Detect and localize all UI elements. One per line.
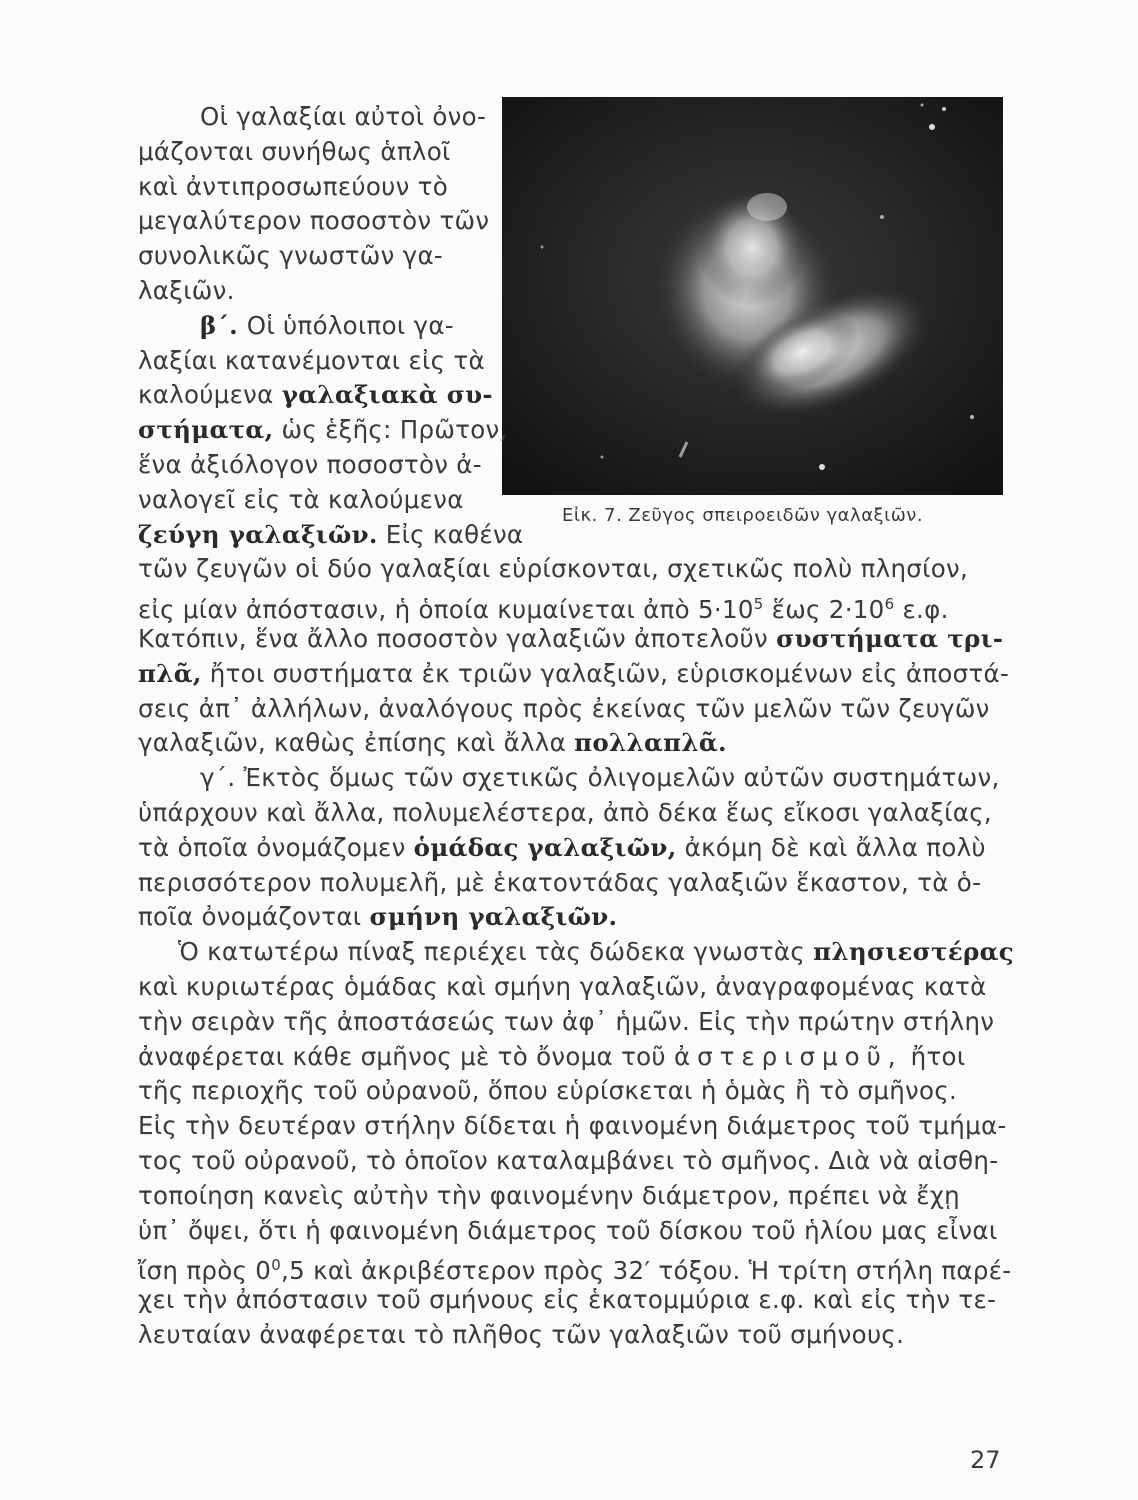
text-run: Εἰς τὴν δευτέραν στήλην δίδεται ἡ φαινομένη διάμετρος τοῦ τμήμα- — [138, 1111, 1007, 1141]
text-run: καλούμενα — [138, 380, 282, 410]
text-line — [138, 1144, 998, 1178]
text-line — [138, 657, 1009, 691]
text-run: 0 — [271, 1256, 282, 1275]
bold-term: στήματα, — [138, 415, 274, 445]
bold-term: σμήνη γαλαξιῶν. — [369, 902, 618, 932]
text-run: ποῖα ὀνομάζονται — [138, 902, 370, 932]
text-run: περισσότερον πολυμελῆ, μὲ ἑκατοντάδας γαλαξιῶν ἕκαστον, τὰ ὁ- — [138, 867, 982, 897]
text-run: Ὁ κατωτέρω πίναξ περιέχει τὰς δώδεκα γνωστὰς — [178, 937, 814, 967]
text-line — [138, 866, 981, 900]
text-run: ἤτοι — [902, 1041, 966, 1071]
text-line — [138, 1214, 997, 1248]
text-line — [138, 1040, 965, 1074]
text-line — [138, 1179, 960, 1213]
bold-term: πολλαπλᾶ. — [574, 728, 727, 758]
text-run: ἕνα ἀξιόλογον ποσοστὸν ἀ- — [138, 450, 482, 479]
text-run: Οἱ ὑπόλοιποι γα- — [246, 310, 454, 340]
text-line — [138, 344, 485, 378]
text-line — [138, 1283, 996, 1317]
text-run: ναλογεῖ εἰς τὰ καλούμενα — [138, 484, 464, 514]
text-line — [138, 970, 987, 1004]
text-run: ἀκόμη δὲ καὶ ἄλλα πολὺ — [676, 832, 986, 862]
text-line — [138, 900, 617, 934]
text-line — [138, 692, 990, 726]
text-run: λαξιῶν. — [138, 276, 235, 305]
text-run: λαξίαι κατανέμονται εἰς τὰ — [138, 345, 485, 375]
text-line — [138, 239, 443, 273]
spaced-term: ἀστερισμοῦ, — [674, 1041, 903, 1071]
text-run: γαλαξιῶν, καθὼς ἐπίσης καὶ ἄλλα — [138, 728, 575, 758]
figure-caption: Εἰκ. 7. Ζεῦγος σπειροειδῶν γαλαξιῶν. — [562, 505, 924, 526]
galaxy-pair-photo — [502, 97, 1003, 495]
text-line — [178, 935, 1014, 969]
text-line — [138, 622, 1003, 656]
text-run: ὑπάρχουν καὶ ἄλλα, πολυμελέστερα, ἀπὸ δέκα ἕως εἴκοσι γαλαξίας, — [138, 798, 992, 827]
text-run: τος τοῦ οὐρανοῦ, τὸ ὁποῖον καταλαμβάνει τὸ σμῆνος. Διὰ νὰ αἰσθη- — [138, 1146, 999, 1175]
bold-term: πλᾶ, — [138, 658, 202, 688]
text-line — [138, 796, 992, 830]
text-run: καὶ κυριωτέρας ὁμάδας καὶ σμήνη γαλαξιῶν, ἀναγραφομένας κατὰ — [138, 972, 987, 1001]
text-line — [138, 204, 489, 238]
text-line — [138, 135, 451, 169]
text-run: τοποίηση κανεὶς αὐτὴν τὴν φαινομένην διάμετρον, πρέπει νὰ ἔχῃ — [138, 1180, 961, 1210]
text-run: ε.φ. — [894, 595, 949, 625]
text-line — [138, 170, 448, 204]
text-run: ὡς ἑξῆς: Πρῶτον, — [273, 415, 508, 445]
text-run: γ΄. Ἐκτὸς ὅμως τῶν σχετικῶς ὀλιγομελῶν αὐτῶν συστημάτων, — [200, 763, 1000, 793]
text-run: χει τὴν ἀπόστασιν τοῦ σμήνους εἰς ἑκατομμύρια ε.φ. καὶ εἰς τὴν τε- — [138, 1285, 997, 1315]
text-run: ἴση πρὸς 0 — [138, 1256, 272, 1286]
text-run: συνολικῶς γνωστῶν γα- — [138, 241, 444, 271]
text-run: ἕως 2·10 — [763, 595, 885, 625]
text-run: ἀναφέρεται κάθε σμῆνος μὲ τὸ ὄνομα τοῦ — [138, 1041, 674, 1071]
text-run: Οἱ γαλαξίαι αὐτοὶ ὀνο- — [200, 102, 487, 131]
text-line — [138, 726, 727, 760]
text-run: Εἰς καθένα — [377, 519, 524, 549]
text-line — [200, 100, 486, 134]
text-line — [138, 448, 482, 482]
text-line — [138, 483, 464, 517]
text-run: ὑπ᾽ ὄψει, ὅτι ἡ φαινομένη διάμετρος τοῦ δίσκου τοῦ ἡλίου μας εἶναι — [138, 1215, 998, 1245]
text-run: τῶν ζευγῶν οἱ δύο γαλαξίαι εὑρίσκονται, σχετικῶς πολὺ πλησίον, — [138, 554, 969, 584]
text-line — [138, 1005, 994, 1039]
text-line — [138, 378, 493, 412]
text-run: 5 — [753, 595, 764, 614]
text-run: 6 — [884, 595, 895, 614]
text-run: καὶ ἀντιπροσωπεύουν τὸ — [138, 171, 449, 201]
bold-term: γαλαξιακὰ συ- — [281, 380, 493, 410]
text-run: τῆς περιοχῆς τοῦ οὐρανοῦ, ὅπου εὑρίσκεται ἡ ὁμὰς ἢ τὸ σμῆνος. — [138, 1076, 958, 1106]
text-run: μεγαλύτερον ποσοστὸν τῶν — [138, 206, 490, 236]
text-run: εἰς μίαν ἀπόστασιν, ἡ ὁποία κυμαίνεται ἀπὸ 5·10 — [138, 595, 754, 625]
bold-term: πλησιεστέρας — [813, 937, 1014, 967]
text-run: ἤτοι συστήματα ἐκ τριῶν γαλαξιῶν, εὑρισκομένων εἰς ἀποστά- — [201, 658, 1010, 688]
text-line — [138, 552, 968, 586]
text-line — [138, 1074, 957, 1108]
text-line — [200, 309, 454, 343]
text-run: σεις ἀπ᾽ ἀλλήλων, ἀναλόγους πρὸς ἐκείνας τῶν μελῶν τῶν ζευγῶν — [138, 693, 990, 723]
bold-term: β΄. — [200, 310, 247, 340]
text-run: μάζονται συνήθως ἁπλοῖ — [138, 136, 451, 166]
text-line — [200, 761, 1000, 795]
bold-term: ὁμάδας γαλαξιῶν, — [413, 832, 677, 862]
text-run: Κατόπιν, ἕνα ἄλλο ποσοστὸν γαλαξιῶν ἀποτελοῦν — [138, 624, 777, 653]
text-line — [138, 274, 235, 308]
text-run: τὴν σειρὰν τῆς ἀποστάσεώς των ἀφ᾽ ἡμῶν. Εἰς τὴν πρώτην στήλην — [138, 1006, 995, 1036]
galaxy-pair-image — [502, 97, 1003, 495]
text-line — [138, 1109, 1007, 1143]
bold-term: συστήματα τρι- — [776, 624, 1004, 653]
text-line — [138, 413, 508, 447]
text-run: ,5 καὶ ἀκριβέστερον πρὸς 32′ τόξου. Ἡ τρίτη στήλη παρέ- — [281, 1256, 1012, 1286]
text-run: τὰ ὁποῖα ὀνομάζομεν — [138, 832, 414, 862]
text-line — [138, 518, 523, 552]
text-run: λευταίαν ἀναφέρεται τὸ πλῆθος τῶν γαλαξιῶν τοῦ σμήνους. — [138, 1320, 905, 1349]
page-number: 27 — [970, 1446, 1001, 1474]
text-line — [138, 831, 986, 865]
text-line — [138, 1318, 904, 1352]
bold-term: ζεύγη γαλαξιῶν. — [138, 519, 378, 549]
